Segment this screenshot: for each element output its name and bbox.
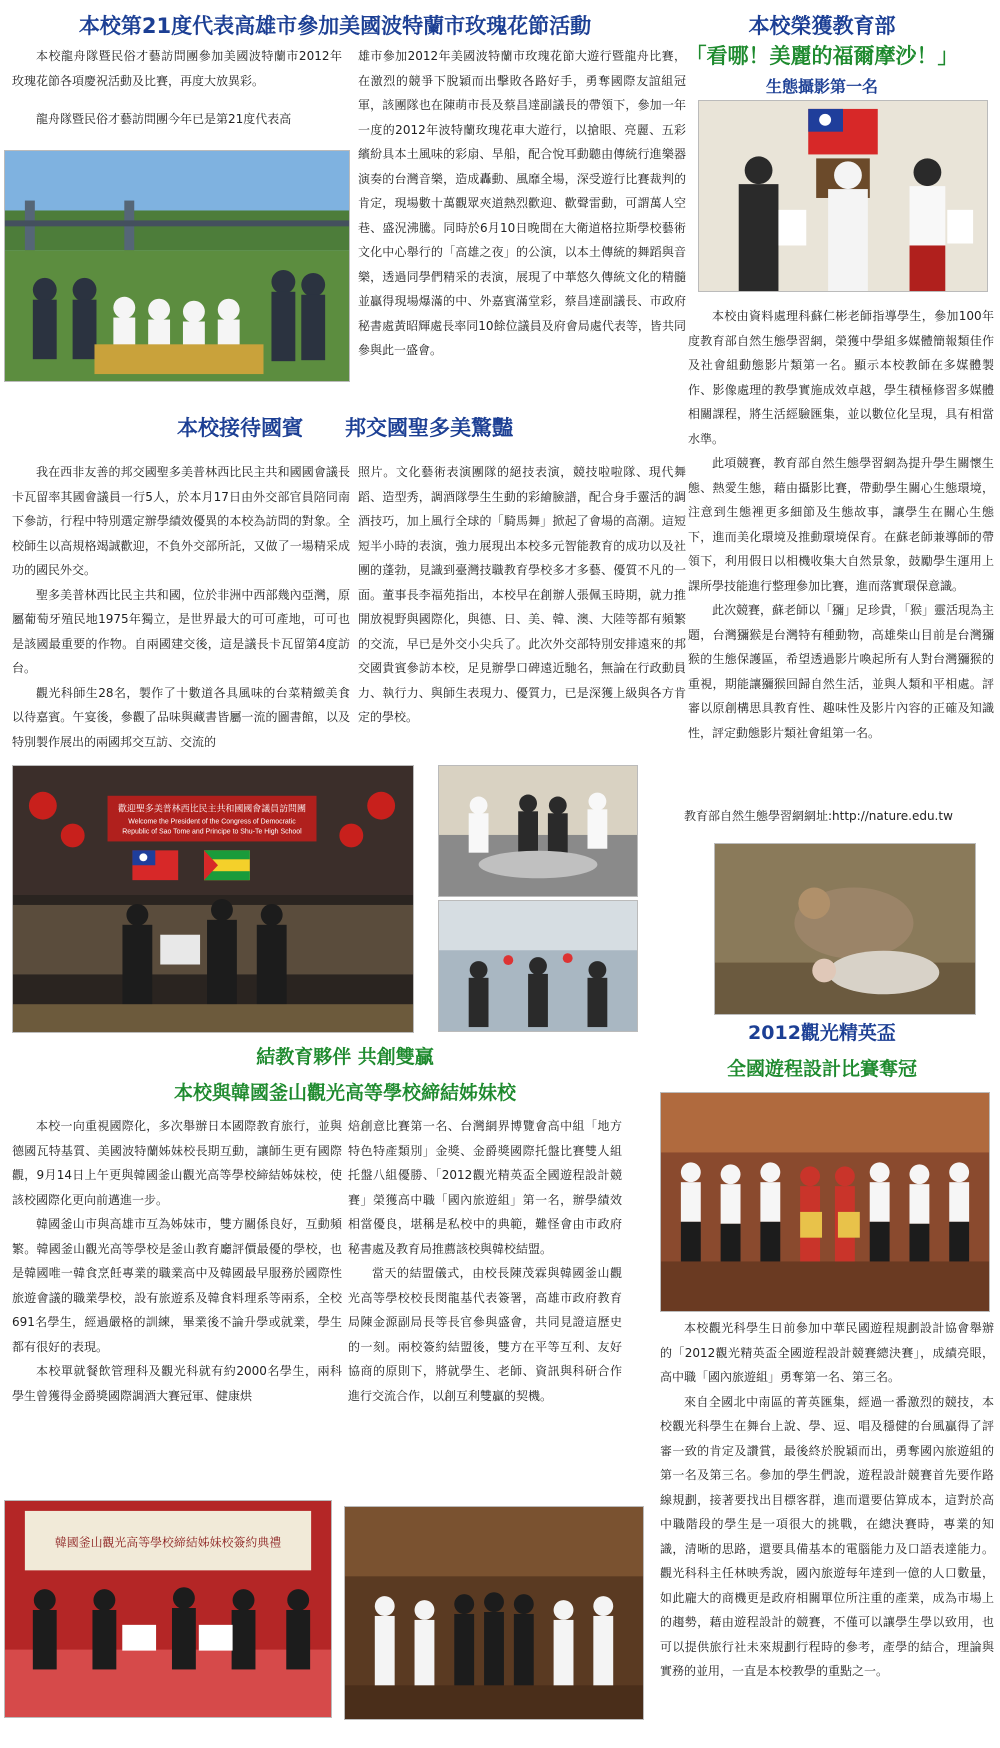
banner-line2: Welcome the President of the Congress of Democratic <box>128 818 296 826</box>
article2-left-p1: 我在西非友善的邦交國聖多美普林西比民主共和國國會議長卡瓦留率其國會議員一行5人，於本月17日由外交部官員陪同南下參訪，行程中特別選定辦學績效優異的本校為訪問的對象。全校師生以高規格竭誠歡迎，不負外交部所託，又做了一場精采成功的國民外交。 <box>12 465 350 577</box>
article5-title: 2012觀光精英盃 <box>748 1022 896 1044</box>
macaque-photo <box>714 843 976 1015</box>
article3-para3: 此次競賽，蘇老師以「獼」足珍貴，「猴」靈活現為主題，台灣獼猴是台灣特有種動物，高雄柴山目前是台灣獼猴的生態保護區，希望透過影片喚起所有人對台灣獼猴的重視，期能讓獼猴回歸自然生活，並與人類和平相處。評審以原創構思具教育性、趣味性及影片內容的正確及知識性，評定動態影片類社會組第一名。 <box>688 603 995 740</box>
article2-col-right <box>358 460 686 730</box>
article3-subtitle: 「看哪！美麗的福爾摩沙！」 <box>685 44 959 68</box>
article4-right-p1: 焙創意比賽第一名、台灣網界博覽會高中組「地方特色特產類別」金獎、金爵獎國際托盤比賽雙人組托盤八組優勝、「2012觀光精英盃全國遊程設計競賽」榮獲高中職「國內旅遊組」第一名，辦學績效相當優良，堪稱是私校中的典範，難怪會由市政府秘書處及教育局推薦該校與韓校結盟。 <box>348 1119 622 1256</box>
banner-line3: Republic of Sao Tome and Principe to Shu-Te High School <box>122 828 302 836</box>
article3-title: 本校榮獲教育部 <box>748 14 896 38</box>
article4-right-p2: 當天的結盟儀式，由校長陳茂霖與韓國釜山觀光高等學校校長閔龍基代表簽署，高雄市政府教育局陳金源副局長等長官參與盛會，共同見證這歷史的一刻。兩校簽約結盟後，雙方在平等互利、友好協商的原則下，將就學生、老師、資訊與科研合作進行交流合作，以創互利雙贏的契機。 <box>348 1266 622 1403</box>
article4-col-left <box>12 1114 342 1408</box>
banquet-photo <box>438 765 638 897</box>
sister-school-signing-photo <box>4 1500 332 1718</box>
award-ceremony-photo <box>698 100 988 292</box>
article4-left-p2: 韓國釜山市與高雄市互為姊妹市，雙方關係良好，互動頻繁。韓國釜山觀光高等學校是釜山教育廳評價最優的學校，也是韓國唯一韓食烹飪專業的職業高中及韓國最早服務於國際性旅遊會議的職業學校，設有旅遊系及韓食料理系等兩系，全校691名學生，經過嚴格的訓練，畢業後不論升學或就業，學生都有很好的表現。 <box>12 1217 342 1354</box>
article4-subtitle: 本校與韓國釜山觀光高等學校締結姊妹校 <box>173 1082 516 1104</box>
article5-para1: 本校觀光科學生日前參加中華民國遊程規劃設計協會舉辦的「2012觀光精英盃全國遊程設計競賽總決賽」，成績亮眼，高中職「國內旅遊組」勇奪第一名、第三名。 <box>660 1321 994 1384</box>
article1-col-left <box>12 44 342 132</box>
article1-title: 本校第21度代表高雄市參加美國波特蘭市玫瑰花節活動 <box>78 14 592 38</box>
article3-subtitle2: 生態攝影第一名 <box>765 77 878 96</box>
taiwan-flag-icon <box>132 850 178 880</box>
sao-tome-flag-icon <box>204 850 250 880</box>
article2-col-left <box>12 460 350 754</box>
article2-left-p3: 觀光科師生28名，製作了十數道各具風味的台菜精緻美食以待嘉賓。午宴後，參觀了品味與藏書皆屬一流的圖書館，以及特別製作展出的兩國邦交互訪、交流的 <box>12 685 350 749</box>
banner-line1: 歡迎聖多美普林西比民主共和國國會議員訪問團 <box>118 803 306 814</box>
campus-welcome-photo <box>438 900 638 1032</box>
article5-para2: 來自全國北中南區的菁英匯集，經過一番激烈的競技，本校觀光科學生在舞台上說、學、逗、唱及穩健的台風贏得了評審一致的肯定及讚賞，最後終於脫穎而出，勇奪國內旅遊組的第一名及第三名。參加的學生們說，遊程設計競賽首先要作路線規劃，接著要找出目標客群，進而還要估算成本，這對於高中職階段的學生是一項很大的挑戰，在總決賽時，專業的知識，清晰的思路，還要具備基本的電腦能力及口語表達能力。觀光科科主任林映秀說，國內旅遊每年達到一億的人口數量，如此龐大的商機更是政府相關單位所注重的產業，成為市場上的趨勢，藉由遊程設計的競賽，不僅可以讓學生學以致用，也可以提供旅行社未來規劃行程時的參考，產學的結合，理論與實務的並用，一直是本校教學的重點之一。 <box>660 1394 994 1678</box>
article2-right-text: 照片。文化藝術表演團隊的絕技表演，競技啦啦隊、現代舞蹈、造型秀，調酒隊學生生動的彩繪臉譜，配合身手靈活的調酒技巧，加上風行全球的「騎馬舞」掀起了會場的高潮。這短短半小時的表演，強力展現出本校多元智能教育的成功以及社團的蓬勃，見識到臺灣技職教育學校多才多藝、優質不凡的一面。董事長李福苑指出，本校早在創辦人張佩玉時期，就力推開放視野與國際化，與德、日、美、韓、澳、大陸等都有頻繁的交流，早已是外交小尖兵了。此次外交部特別安排遠來的邦交國貴賓參訪本校，足見辦學口碑遠近馳名，無論在行政動員力、執行力、與師生表現力、優質力，已是深獲上級與各方肯定的學校。 <box>358 465 686 724</box>
dragon-boat-team-photo <box>4 150 350 382</box>
group-photo-korean-school <box>344 1506 644 1720</box>
article1-para2-right: 雄市參加2012年美國波特蘭市玫瑰花節大遊行暨龍舟比賽，在激烈的競爭下脫穎而出擊敗各路好手，勇奪國際友誼組冠軍，該團隊也在陳萌市長及蔡昌達副議長的帶領下，參加一年一度的2012年波特蘭玫瑰花車大遊行，以搶眼、亮麗、五彩繽紛具本土風味的彩扇、旱船，配合悅耳動聽由傳統行進樂器演奏的台灣音樂，造成轟動、風靡全場，深受遊行比賽裁判的肯定，現場數十萬觀眾夾道熱烈歡迎、歡聲雷動，可謂萬人空巷、盛況沸騰。同時於6月10日晚間在大衛道格拉斯學校藝術文化中心舉行的「高雄之夜」的公演，以本土傳統的舞蹈與音樂，透過同學們精采的表演，展現了中華悠久傳統文化的精髓並贏得現場爆滿的中、外嘉賓滿堂彩，蔡昌達副議長、市政府秘書處黃昭輝處長率同10餘位議員及府會局處代表等，皆共同參與此一盛會。 <box>358 49 686 357</box>
article3-para1: 本校由資料處理科蘇仁彬老師指導學生，參加100年度教育部自然生態學習網，榮獲中學組多媒體簡報類佳作及社會組動態影片類第一名。顯示本校教師在多媒體製作、影像處理的教學實施成效卓越，學生積極修習多媒體相關課程，將生活經驗匯集，並以數位化呈現，具有相當水準。 <box>688 309 994 446</box>
flag-icon <box>808 109 878 155</box>
article1-para1: 本校龍舟隊暨民俗才藝訪問團參加美國波特蘭市2012年玫瑰花節各項慶祝活動及比賽，再度大放異彩。 <box>12 49 342 88</box>
article4-col-right <box>348 1114 622 1408</box>
article3-text <box>688 304 994 745</box>
article4-title: 結教育夥伴 共創雙贏 <box>256 1046 434 1068</box>
article2-left-p2: 聖多美普林西比民主共和國，位於非洲中西部幾內亞灣，原屬葡萄牙殖民地1975年獨立，是世界最大的可可產地，可可也是該國最重要的作物。自兩國建交後，這是議長卡瓦留第4度訪台。 <box>12 587 350 675</box>
article2-title: 本校接待國賓 邦交國聖多美驚豔 <box>177 416 513 440</box>
nature-site-url[interactable]: 教育部自然生態學習網網址:http://nature.edu.tw <box>684 809 953 823</box>
state-visit-stage-photo <box>12 765 414 1033</box>
tour-design-winners-photo <box>660 1092 990 1312</box>
article4-left-p3: 本校單就餐飲管理科及觀光科就有約2000名學生，兩科學生曾獲得金爵獎國際調酒大賽冠軍、健康烘 <box>12 1364 342 1403</box>
article3-para2: 此項競賽，教育部自然生態學習網為提升學生關懷生態、熱愛生態，藉由攝影比賽，帶動學生關心生態環境，注意到生態裡更多細節及生態故事，讓學生在關心生態下，進而美化環境及推動環境保育。在蘇老師兼導師的帶領下，利用假日以相機收集大自然景象，鼓勵學生運用上課所學技能進行整理參加比賽，進而落實環保意識。 <box>688 456 994 593</box>
article5-subtitle: 全國遊程設計比賽奪冠 <box>726 1058 917 1080</box>
article4-left-p1: 本校一向重視國際化，多次舉辦日本國際教育旅行，並與德國瓦特基質、美國波特蘭姊妹校長期互動，讓師生更有國際觀，9月14日上午更與韓國釜山觀光高等學校締結姊妹校，使該校國際化更向前邁進一步。 <box>12 1119 342 1207</box>
signing-banner-text: 韓國釜山觀光高等學校締結姊妹校簽約典禮 <box>54 1535 282 1550</box>
article5-text <box>660 1316 994 1684</box>
article1-col-right <box>358 44 686 363</box>
article1-para2-left: 龍舟隊暨民俗才藝訪問團今年已是第21度代表高 <box>36 112 292 126</box>
